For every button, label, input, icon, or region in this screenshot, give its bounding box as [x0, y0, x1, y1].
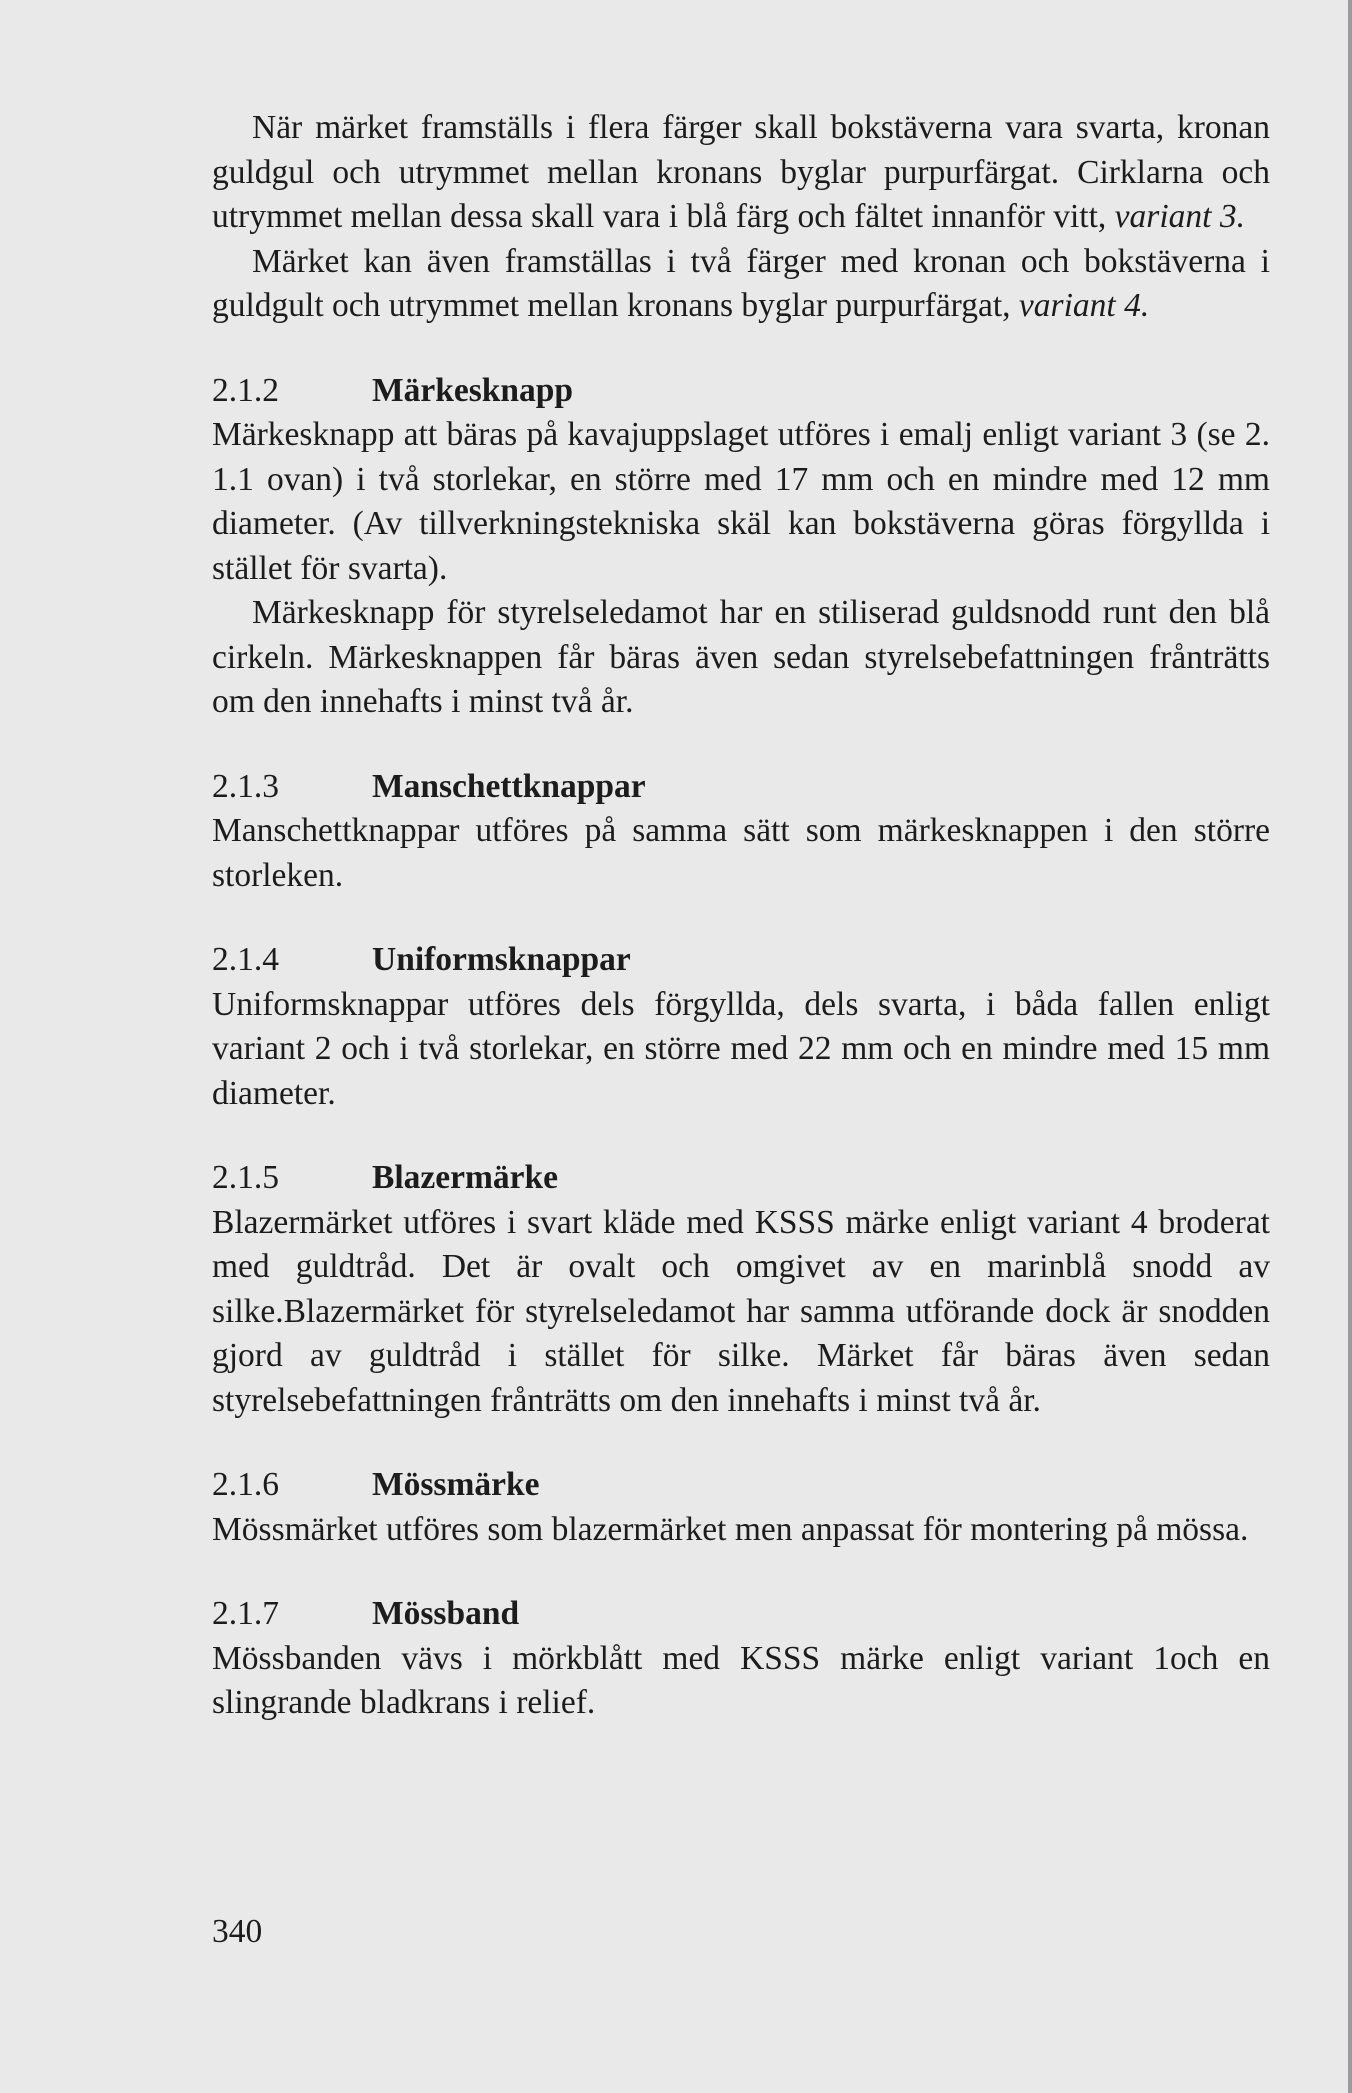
intro-paragraph-1: [212, 106, 1270, 240]
section-title: Manschettknappar: [372, 767, 646, 805]
section-number: 2.1.4: [212, 941, 279, 978]
section-number: 2.1.3: [212, 767, 279, 805]
section-heading-2-1-4: [212, 938, 1270, 983]
section-title: Mössband: [372, 1595, 520, 1632]
page-edge: [1348, 0, 1352, 2093]
intro-paragraph-2: [212, 240, 1270, 329]
section-heading-2-1-5: [212, 1156, 1270, 1201]
section-title: Mössmärke: [372, 1466, 540, 1503]
section-number: 2.1.6: [212, 1466, 279, 1503]
intro-paragraph-1-text: När märket framställs i flera färger skall bokstäverna vara svarta, kronan guldgul och utrymmet mellan kronans byglar purpurfärgat. Cirklarna och utrymmet mellan dessa skall vara i blå färg och fältet innanför vitt,: [212, 109, 1270, 235]
section-heading-2-1-2: [212, 369, 1270, 414]
section-title: Uniformsknappar: [372, 941, 631, 978]
section-title: Märkesknapp: [372, 371, 574, 409]
section-paragraph: Blazermärket utföres i svart kläde med KSSS märke enligt variant 4 broderat med guldtråd. Det är ovalt och omgivet av en marinblå snodd av silke.Blazermärket för styrelseledamot har samma utförande dock är snodden gjord av guldtråd i stället för silke. Märket får bäras även sedan styrelsebefattningen frånträtts om den innehafts i minst två år.: [212, 1203, 1270, 1419]
section-number: 2.1.7: [212, 1595, 279, 1632]
section-title: Blazermärke: [372, 1159, 559, 1196]
intro-paragraph-2-variant: variant 4.: [1018, 287, 1150, 324]
page-number: 340: [212, 1913, 263, 1950]
section-paragraph: Uniformsknappar utföres dels förgyllda, dels svarta, i båda fallen enligt variant 2 och i två storlekar, en större med 22 mm och en mindre med 15 mm diameter.: [212, 985, 1270, 1112]
section-paragraph: Manschettknappar utföres på samma sätt som märkesknappen i den större storleken.: [212, 812, 1270, 894]
section-heading-2-1-7: [212, 1592, 1270, 1637]
section-paragraph: Mössbanden vävs i mörkblått med KSSS märke enligt variant 1och en slingrande bladkrans i relief.: [212, 1639, 1270, 1721]
section-paragraph: Märkesknapp för styrelseledamot har en stiliserad guldsnodd runt den blå cirkeln. Märkesknappen får bäras även sedan styrelsebefattningen frånträtts om den innehafts i minst två år.: [212, 594, 1270, 720]
section-heading-2-1-3: [212, 765, 1270, 810]
page-content: [212, 106, 1270, 1726]
intro-paragraph-2-text: Märket kan även framställas i två färger med kronan och bokstäverna i guldgult och utrymmet mellan kronans byglar purpurfärgat,: [212, 242, 1270, 324]
section-number: 2.1.2: [212, 371, 279, 409]
section-paragraph: Märkesknapp att bäras på kavajuppslaget utföres i emalj enligt variant 3 (se 2. 1.1 ovan) i två storlekar, en större med 17 mm och en mindre med 12 mm diameter. (Av tillverkningstekniska skäl kan bokstäverna göras förgyllda i stället för svarta).: [212, 416, 1270, 587]
section-number: 2.1.5: [212, 1159, 279, 1196]
section-paragraph: Mössmärket utföres som blazermärket men anpassat för montering på mössa.: [212, 1510, 1249, 1548]
section-heading-2-1-6: [212, 1463, 1270, 1508]
intro-paragraph-1-variant: variant 3.: [1114, 198, 1245, 235]
